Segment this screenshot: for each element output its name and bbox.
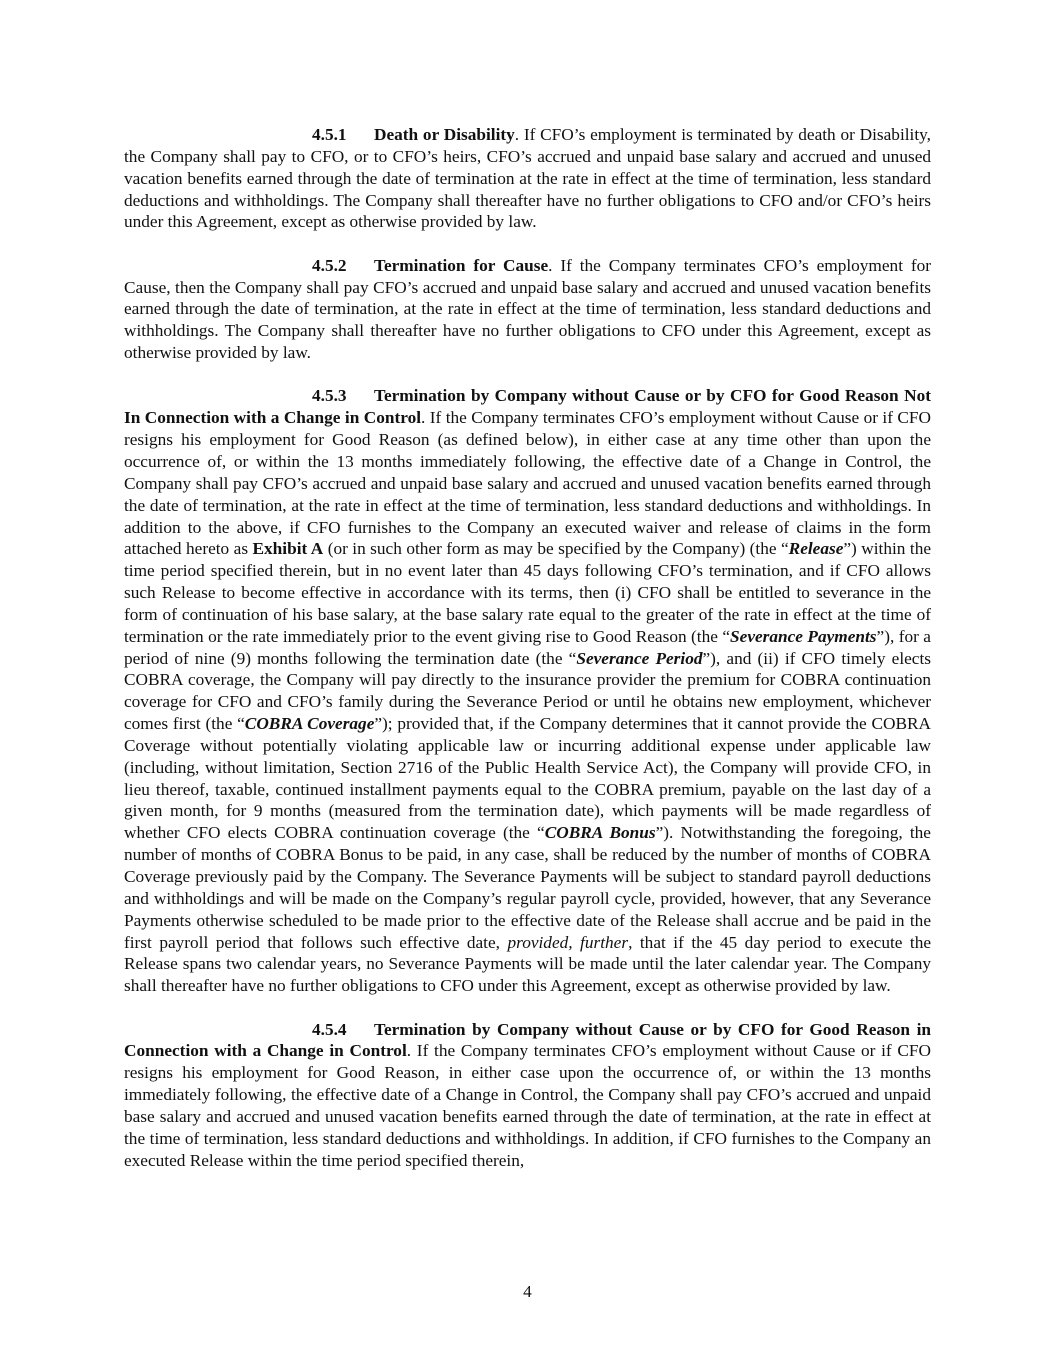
defined-term-severance-period: Severance Period bbox=[576, 648, 703, 668]
defined-term-severance-payments: Severance Payments bbox=[730, 626, 877, 646]
section-text: ”) within the time period specified therein, but in no event later than 45 days following CFO’s termination, and if CFO allows such Release to become effective in accordance with its terms, then (i) CFO shall be entitled to severance in the form of continuation of his base salary, at the base salary rate equal to the greater of the rate in effect at the time of termination or the rate immediately prior to the event giving rise to Good Reason (the “ bbox=[124, 539, 931, 646]
page-number: 4 bbox=[523, 1282, 532, 1301]
section-text: . If the Company terminates CFO’s employment without Cause or if CFO resigns his employment for Good Reason (as defined below), in either case at any time other than upon the occurrence of, or within the 13 months immediately following, the effective date of a Change in Control, the Company shall pay CFO’s accrued and unpaid base salary and accrued and unused vacation benefits earned through the date of termination, at the rate in effect at the time of termination, less standard deductions and withholdings. In addition to the above, if CFO furnishes to the Company an executed waiver and release of claims in the form attached hereto as bbox=[124, 408, 931, 559]
section-heading: Death or Disability bbox=[374, 125, 515, 144]
section-4-5-4 bbox=[124, 1019, 931, 1172]
defined-term-cobra-coverage: COBRA Coverage bbox=[244, 714, 375, 734]
section-4-5-2 bbox=[124, 255, 931, 364]
section-4-5-1 bbox=[124, 124, 931, 233]
section-number: 4.5.3 bbox=[312, 386, 347, 406]
section-number: 4.5.1 bbox=[312, 125, 347, 144]
defined-term-cobra-bonus: COBRA Bonus bbox=[544, 823, 656, 843]
section-text: . If CFO’s employment is terminated by death or Disability, the Company shall pay to CFO, or to CFO’s heirs, CFO’s accrued and unpaid base salary and accrued and unused vacation benefits earned through the date of termination at the rate in effect at the time of termination, less standard deductions and withholdings. The Company shall thereafter have no further obligations to CFO and/or CFO’s heirs under this Agreement, except as otherwise provided by law. bbox=[124, 125, 931, 232]
document-body bbox=[124, 124, 931, 1193]
section-text: (or in such other form as may be specified by the Company) (the “ bbox=[323, 539, 789, 559]
section-text: , that if the 45 day period to execute the Release spans two calendar years, no Severance Payments will be made until the later calendar year. The Company shall thereafter have no further obligations to CFO under this Agreement, except as otherwise provided by law. bbox=[124, 932, 932, 996]
section-number: 4.5.4 bbox=[312, 1019, 347, 1039]
section-text: ”), for a period of nine (9) months following the termination date (the “ bbox=[124, 626, 931, 668]
proviso-text: provided, further bbox=[507, 932, 629, 952]
section-text: . If the Company terminates CFO’s employment without Cause or if CFO resigns his employment for Good Reason, in either case upon the occurrence of, or within the 13 months immediately following, the effective date of a Change in Control, the Company shall pay CFO’s accrued and unpaid base salary and accrued and unused vacation benefits earned through the date of termination, at the rate in effect at the time of termination, less standard deductions and withholdings. In addition, if CFO furnishes to the Company an executed Release within the time period specified therein, bbox=[124, 1041, 931, 1170]
section-heading: Termination for Cause bbox=[374, 255, 549, 275]
section-heading: Termination by Company without Cause or by CFO for Good Reason Not In Connection with a Change in Control bbox=[124, 386, 931, 428]
exhibit-reference: Exhibit A bbox=[252, 539, 324, 559]
section-number: 4.5.2 bbox=[312, 255, 347, 275]
section-text: ”). Notwithstanding the foregoing, the number of months of COBRA Bonus to be paid, in any case, shall be reduced by the number of months of COBRA Coverage previously paid by the Company. The Severance Payments will be subject to standard payroll deductions and withholdings and will be made on the Company’s regular payroll cycle, provided, however, that any Severance Payments otherwise scheduled to be made prior to the effective date of the Release shall accrue and be paid in the first payroll period that follows such effective date, bbox=[124, 823, 931, 952]
section-heading: Termination by Company without Cause or by CFO for Good Reason in Connection with a Change in Control bbox=[124, 1019, 931, 1061]
section-text: . If the Company terminates CFO’s employment for Cause, then the Company shall pay CFO’s accrued and unpaid base salary and accrued and unused vacation benefits earned through the date of termination, at the rate in effect at the time of termination, less standard deductions and withholdings. The Company shall thereafter have no further obligations to CFO under this Agreement, except as otherwise provided by law. bbox=[124, 255, 932, 363]
section-text: ”); provided that, if the Company determines that it cannot provide the COBRA Coverage without potentially violating applicable law or incurring additional expense under applicable law (including, without limitation, Section 2716 of the Public Health Service Act), the Company will provide CFO, in lieu thereof, taxable, continued installment payments equal to the COBRA premium, payable on the last day of a given month, for 9 months (measured from the termination date), which payments will be made regardless of whether CFO elects COBRA continuation coverage (the “ bbox=[124, 714, 932, 843]
section-text: ”), and (ii) if CFO timely elects COBRA coverage, the Company will pay directly to the insurance provider the premium for COBRA continuation coverage for CFO and CFO’s family during the Severance Period or until he obtains new employment, whichever comes first (the “ bbox=[124, 648, 932, 734]
section-4-5-3 bbox=[124, 385, 931, 997]
defined-term-release: Release bbox=[788, 539, 844, 559]
